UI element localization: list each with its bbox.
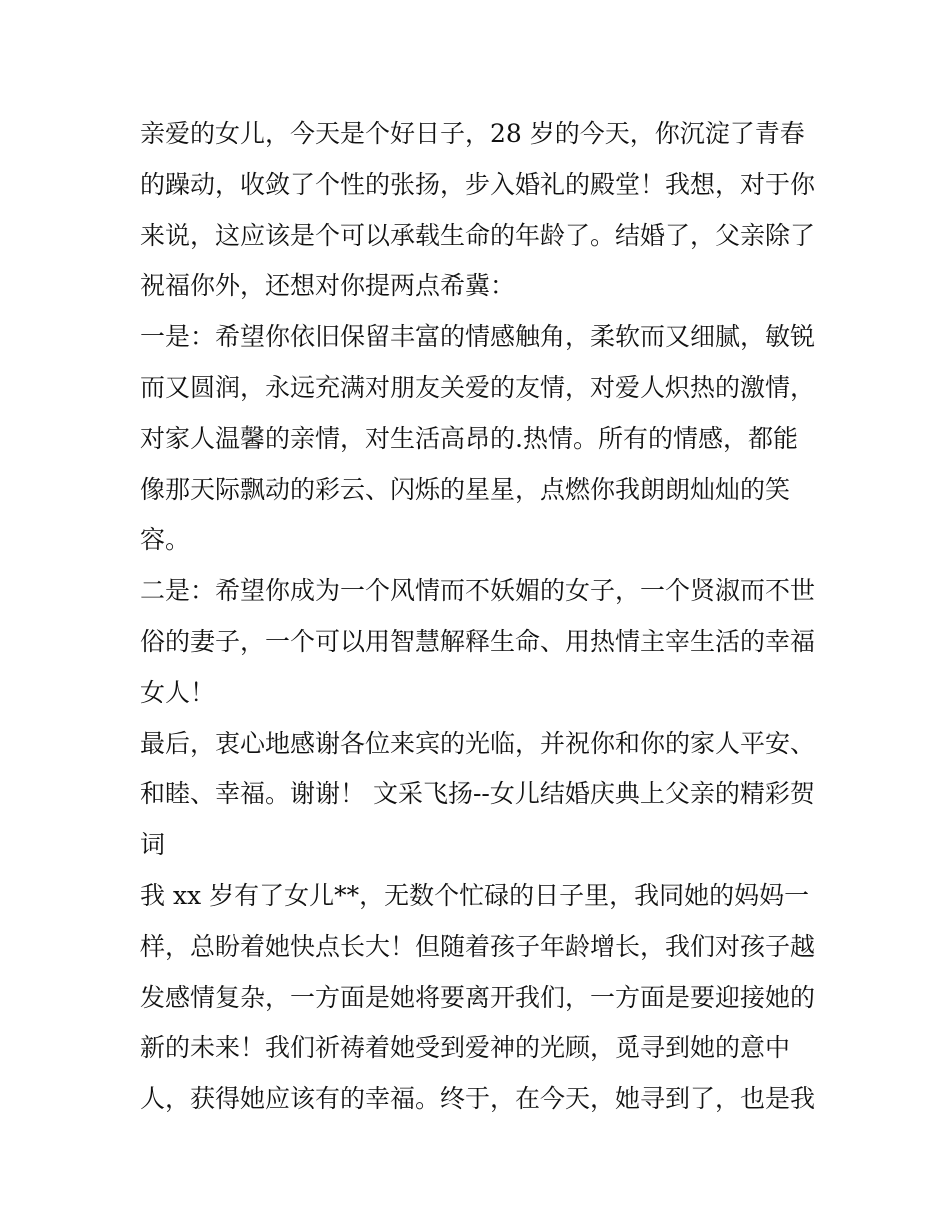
- text-line: 的躁动，收敛了个性的张扬，步入婚礼的殿堂！我想，对于你: [140, 169, 816, 199]
- text-line: 我 xx 岁有了女儿**，无数个忙碌的日子里，我同她的妈妈一: [140, 880, 810, 910]
- text-line: 最后，衷心地感谢各位来宾的光临，并祝你和你的家人平安、: [140, 728, 816, 758]
- text-line: 词: [140, 830, 166, 860]
- text-line: 女人！: [140, 677, 216, 707]
- document-body: [140, 109, 820, 1125]
- text-line: 一是：希望你依旧保留丰富的情感触角，柔软而又细腻，敏锐: [140, 322, 816, 352]
- text-line: 而又圆润，永远充满对朋友关爱的友情，对爱人炽热的激情，: [140, 372, 816, 402]
- text-line: 新的未来！我们祈祷着她受到爱神的光顾，觅寻到她的意中: [140, 1033, 791, 1063]
- text-line: 祝福你外，还想对你提两点希冀：: [140, 271, 516, 301]
- text-line: 样，总盼着她快点长大！但随着孩子年龄增长，我们对孩子越: [140, 931, 816, 961]
- text-line: 容。: [140, 525, 191, 555]
- text-line: 亲爱的女儿，今天是个好日子，28 岁的今天，你沉淀了青春: [140, 119, 805, 148]
- text-line: 像那天际飘动的彩云、闪烁的星星，点燃你我朗朗灿灿的笑: [140, 474, 791, 504]
- text-line: 二是：希望你成为一个风情而不妖媚的女子，一个贤淑而不世: [140, 576, 816, 606]
- text-line: 来说，这应该是个可以承载生命的年龄了。结婚了，父亲除了: [140, 220, 816, 250]
- text-line: 俗的妻子，一个可以用智慧解释生命、用热情主宰生活的幸福: [140, 626, 816, 656]
- text-line: 对家人温馨的亲情，对生活高昂的.热情。所有的情感，都能: [140, 423, 798, 453]
- text-line: 和睦、幸福。谢谢！ 文采飞扬--女儿结婚庆典上父亲的精彩贺: [140, 779, 815, 809]
- text-line: 发感情复杂，一方面是她将要离开我们，一方面是要迎接她的: [140, 982, 816, 1012]
- text-line: 人，获得她应该有的幸福。终于，在今天，她寻到了，也是我: [140, 1084, 816, 1114]
